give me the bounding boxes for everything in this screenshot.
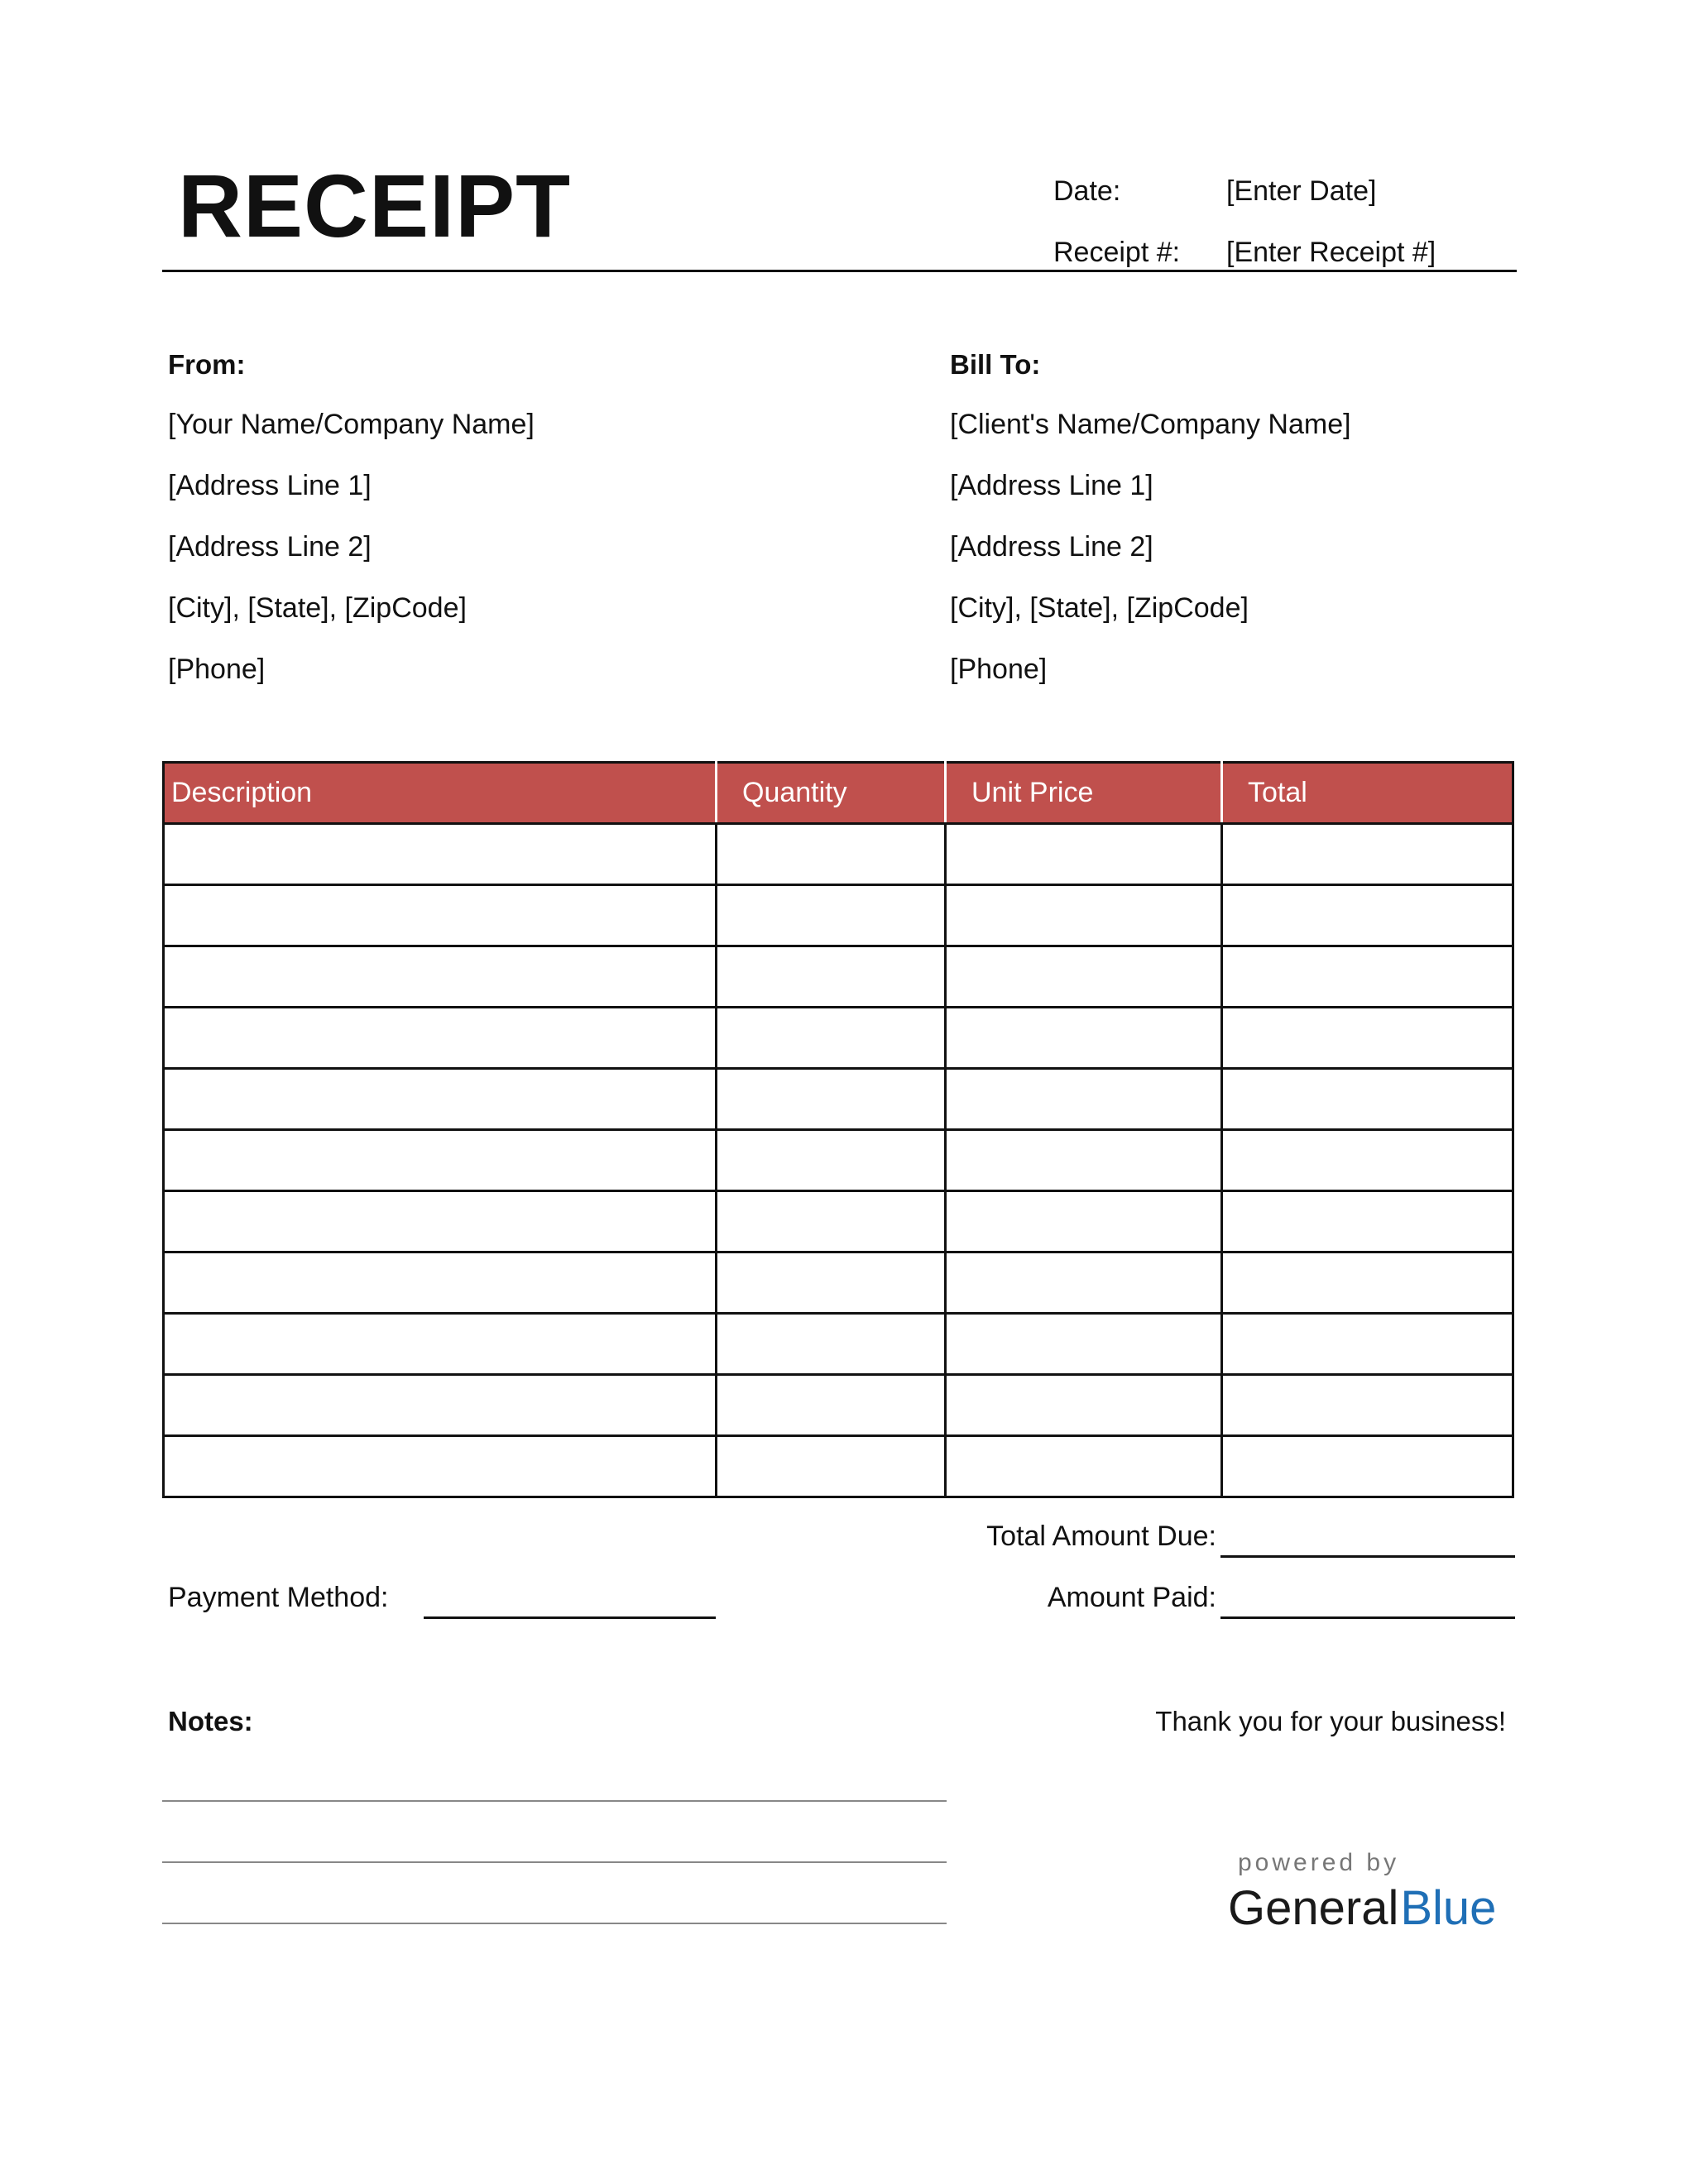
cell-description[interactable] bbox=[164, 1008, 717, 1069]
cell-unit-price[interactable] bbox=[946, 1252, 1222, 1314]
cell-total[interactable] bbox=[1222, 1375, 1513, 1436]
payment-method-label: Payment Method: bbox=[168, 1582, 389, 1613]
amount-paid-field[interactable] bbox=[1220, 1616, 1515, 1619]
header-divider bbox=[162, 270, 1517, 272]
cell-unit-price[interactable] bbox=[946, 1314, 1222, 1375]
cell-total[interactable] bbox=[1222, 885, 1513, 946]
cell-total[interactable] bbox=[1222, 1314, 1513, 1375]
cell-unit-price[interactable] bbox=[946, 824, 1222, 885]
receipt-number-field[interactable]: [Enter Receipt #] bbox=[1226, 237, 1436, 268]
cell-description[interactable] bbox=[164, 1069, 717, 1130]
payment-method-field[interactable] bbox=[424, 1616, 716, 1619]
column-header-description: Description bbox=[164, 763, 717, 824]
table-row bbox=[164, 1008, 1513, 1069]
cell-total[interactable] bbox=[1222, 824, 1513, 885]
cell-total[interactable] bbox=[1222, 1191, 1513, 1252]
table-row bbox=[164, 1130, 1513, 1191]
cell-total[interactable] bbox=[1222, 946, 1513, 1008]
cell-quantity[interactable] bbox=[717, 824, 946, 885]
cell-unit-price[interactable] bbox=[946, 1375, 1222, 1436]
cell-description[interactable] bbox=[164, 1252, 717, 1314]
cell-quantity[interactable] bbox=[717, 1252, 946, 1314]
receipt-number-label: Receipt #: bbox=[1053, 237, 1181, 268]
generalblue-logo[interactable] bbox=[1228, 1881, 1497, 1935]
from-city-field[interactable]: [City], [State], [ZipCode] bbox=[168, 592, 467, 624]
total-amount-due-field[interactable] bbox=[1220, 1555, 1515, 1558]
cell-quantity[interactable] bbox=[717, 1069, 946, 1130]
cell-description[interactable] bbox=[164, 1130, 717, 1191]
brand-general: General bbox=[1228, 1881, 1399, 1935]
cell-description[interactable] bbox=[164, 1436, 717, 1497]
cell-quantity[interactable] bbox=[717, 885, 946, 946]
cell-description[interactable] bbox=[164, 1314, 717, 1375]
table-row bbox=[164, 1252, 1513, 1314]
cell-description[interactable] bbox=[164, 946, 717, 1008]
notes-line-3[interactable] bbox=[162, 1923, 947, 1924]
table-row bbox=[164, 824, 1513, 885]
from-address2-field[interactable]: [Address Line 2] bbox=[168, 531, 372, 563]
bill-to-phone-field[interactable]: [Phone] bbox=[950, 654, 1048, 685]
table-row bbox=[164, 1069, 1513, 1130]
cell-total[interactable] bbox=[1222, 1130, 1513, 1191]
cell-total[interactable] bbox=[1222, 1436, 1513, 1497]
cell-description[interactable] bbox=[164, 1191, 717, 1252]
cell-total[interactable] bbox=[1222, 1069, 1513, 1130]
notes-line-2[interactable] bbox=[162, 1861, 947, 1863]
cell-description[interactable] bbox=[164, 1375, 717, 1436]
cell-quantity[interactable] bbox=[717, 1314, 946, 1375]
cell-description[interactable] bbox=[164, 885, 717, 946]
table-row bbox=[164, 1375, 1513, 1436]
total-amount-due-label: Total Amount Due: bbox=[986, 1521, 1216, 1552]
powered-by-text: powered by bbox=[1238, 1849, 1400, 1876]
table-row bbox=[164, 1191, 1513, 1252]
cell-unit-price[interactable] bbox=[946, 946, 1222, 1008]
cell-quantity[interactable] bbox=[717, 1008, 946, 1069]
cell-total[interactable] bbox=[1222, 1252, 1513, 1314]
date-label: Date: bbox=[1053, 175, 1121, 207]
items-table-body bbox=[164, 824, 1513, 1497]
cell-quantity[interactable] bbox=[717, 1436, 946, 1497]
bill-to-address1-field[interactable]: [Address Line 1] bbox=[950, 470, 1153, 501]
cell-unit-price[interactable] bbox=[946, 1069, 1222, 1130]
from-phone-field[interactable]: [Phone] bbox=[168, 654, 266, 685]
cell-quantity[interactable] bbox=[717, 1375, 946, 1436]
items-table bbox=[162, 761, 1514, 1498]
cell-quantity[interactable] bbox=[717, 946, 946, 1008]
table-row bbox=[164, 946, 1513, 1008]
table-row bbox=[164, 885, 1513, 946]
table-row bbox=[164, 1436, 1513, 1497]
cell-unit-price[interactable] bbox=[946, 885, 1222, 946]
from-name-field[interactable]: [Your Name/Company Name] bbox=[168, 409, 535, 440]
brand-blue: Blue bbox=[1400, 1881, 1497, 1935]
cell-unit-price[interactable] bbox=[946, 1008, 1222, 1069]
table-header-row bbox=[164, 763, 1513, 824]
column-header-total: Total bbox=[1222, 763, 1513, 824]
bill-to-address2-field[interactable]: [Address Line 2] bbox=[950, 531, 1153, 563]
notes-heading: Notes: bbox=[168, 1706, 253, 1736]
bill-to-name-field[interactable]: [Client's Name/Company Name] bbox=[950, 409, 1351, 440]
from-heading: From: bbox=[168, 349, 246, 380]
cell-total[interactable] bbox=[1222, 1008, 1513, 1069]
bill-to-city-field[interactable]: [City], [State], [ZipCode] bbox=[950, 592, 1249, 624]
page-title: RECEIPT bbox=[178, 156, 572, 256]
cell-unit-price[interactable] bbox=[946, 1130, 1222, 1191]
cell-unit-price[interactable] bbox=[946, 1436, 1222, 1497]
date-field[interactable]: [Enter Date] bbox=[1226, 175, 1377, 207]
notes-line-1[interactable] bbox=[162, 1800, 947, 1802]
cell-unit-price[interactable] bbox=[946, 1191, 1222, 1252]
cell-quantity[interactable] bbox=[717, 1130, 946, 1191]
column-header-unit-price: Unit Price bbox=[946, 763, 1222, 824]
cell-quantity[interactable] bbox=[717, 1191, 946, 1252]
bill-to-heading: Bill To: bbox=[950, 349, 1041, 380]
table-row bbox=[164, 1314, 1513, 1375]
column-header-quantity: Quantity bbox=[717, 763, 946, 824]
from-address1-field[interactable]: [Address Line 1] bbox=[168, 470, 372, 501]
cell-description[interactable] bbox=[164, 824, 717, 885]
thank-you-message: Thank you for your business! bbox=[1155, 1706, 1506, 1736]
amount-paid-label: Amount Paid: bbox=[1047, 1582, 1216, 1613]
